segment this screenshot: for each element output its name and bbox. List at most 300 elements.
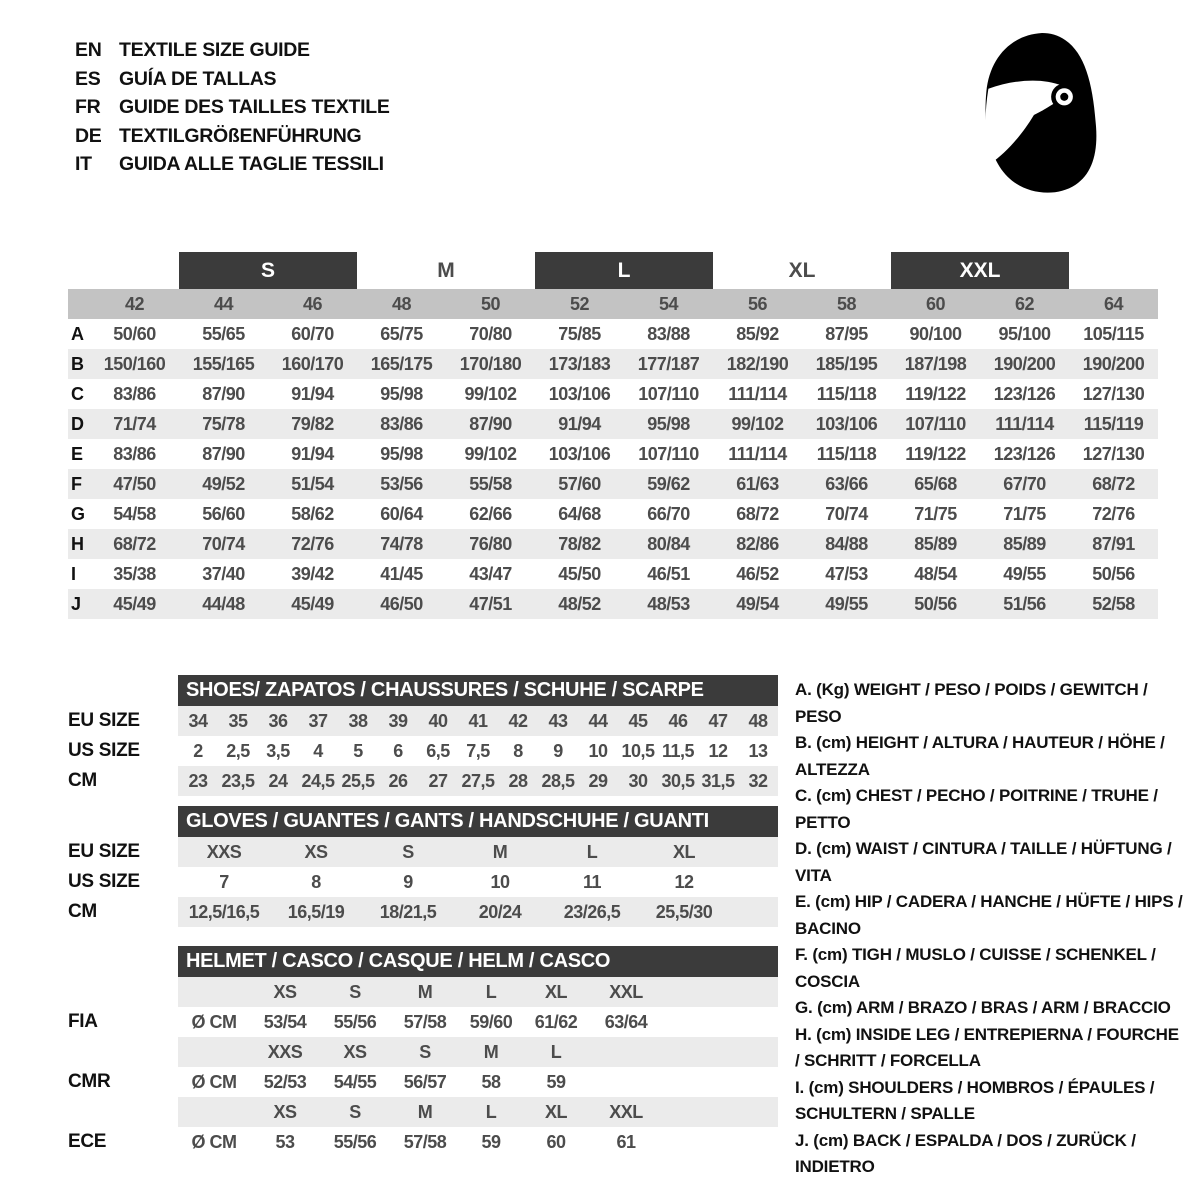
measurement-value: 105/115: [1083, 323, 1144, 344]
measurement-value: 95/100: [998, 323, 1051, 344]
measurement-value: 37/40: [202, 563, 245, 584]
size-value: 10: [490, 871, 510, 892]
numeric-size: 62: [1014, 293, 1035, 314]
language-row: [75, 150, 390, 179]
size-value: 2: [193, 740, 203, 761]
measurement-value: 165/175: [370, 353, 433, 374]
measurement-value: 60/70: [291, 323, 334, 344]
legend-item: F. (cm) TIGH / MUSLO / CUISSE / SCHENKEL / COSCIA: [795, 945, 1156, 991]
measurement-value: 91/94: [558, 413, 601, 434]
measurement-value: 87/95: [825, 323, 868, 344]
helmet-size-label: XS: [273, 981, 297, 1002]
measurement-row: [68, 469, 1158, 499]
numeric-size-row: [68, 289, 1158, 319]
helmet-size-value: 59: [546, 1071, 566, 1092]
diameter-unit: Ø CM: [191, 1131, 237, 1152]
measurement-value: 47/53: [825, 563, 868, 584]
size-value: 43: [548, 710, 568, 731]
measurement-value: 83/86: [380, 413, 423, 434]
size-value: 46: [668, 710, 688, 731]
size-value: M: [492, 841, 508, 862]
language-row: [75, 93, 390, 122]
size-value: 13: [748, 740, 768, 761]
numeric-size: 46: [302, 293, 323, 314]
language-row: [75, 122, 390, 151]
measurement-value: 190/200: [1082, 353, 1145, 374]
size-value: 27,5: [461, 770, 495, 791]
gloves-row: [68, 867, 778, 897]
size-value: 34: [188, 710, 208, 731]
language-title: GUÍA DE TALLAS: [119, 67, 277, 90]
measurement-value: 41/45: [380, 563, 423, 584]
numeric-size: 42: [124, 293, 145, 314]
helmet-size-label: XS: [273, 1101, 297, 1122]
measurement-value: 177/187: [637, 353, 700, 374]
helmet-size-label: M: [483, 1041, 499, 1062]
shoes-title-row: [68, 675, 778, 706]
helmet-standard-label: ECE: [68, 1131, 107, 1152]
legend-item: E. (cm) HIP / CADERA / HANCHE / HÜFTE / HIPS / BACINO: [795, 892, 1183, 938]
measurement-row: [68, 379, 1158, 409]
label-empty: [68, 1037, 178, 1067]
measurement-value: 99/102: [731, 413, 784, 434]
measurement-value: 115/118: [816, 383, 877, 404]
measurement-row: [68, 319, 1158, 349]
label-spacer: [68, 946, 178, 977]
helmet-size-value: 57/58: [403, 1131, 447, 1152]
measurement-value: 127/130: [1082, 443, 1145, 464]
measurement-value: 49/55: [825, 593, 868, 614]
gloves-title-row: [68, 806, 778, 837]
size-value: L: [586, 841, 598, 862]
label-empty: [68, 1097, 178, 1127]
size-value: 7: [219, 871, 229, 892]
measurement-row-label: B: [71, 353, 84, 374]
helmet-size-label: M: [417, 981, 433, 1002]
helmet-title-row: [68, 946, 778, 977]
measurement-value: 56/60: [202, 503, 245, 524]
measurement-value: 82/86: [736, 533, 779, 554]
numeric-size: 54: [658, 293, 679, 314]
language-code: DE: [75, 124, 102, 147]
size-value: S: [402, 841, 414, 862]
measurement-value: 83/86: [113, 443, 156, 464]
measurement-row: [68, 529, 1158, 559]
gloves-row: [68, 897, 778, 927]
helmet-size-value: 56/57: [403, 1071, 447, 1092]
measurement-value: 87/90: [202, 443, 245, 464]
measurement-value: 87/90: [202, 383, 245, 404]
measurement-value: 83/86: [113, 383, 156, 404]
size-value: 10: [588, 740, 608, 761]
measurement-value: 50/60: [113, 323, 156, 344]
label-spacer: [68, 675, 178, 706]
measurement-value: 50/56: [914, 593, 957, 614]
size-value: 18/21,5: [379, 901, 437, 922]
size-value: 7,5: [466, 740, 490, 761]
measurement-row: [68, 439, 1158, 469]
size-value: 9: [403, 871, 413, 892]
measurement-row-label: E: [71, 443, 84, 464]
size-value: 4: [313, 740, 323, 761]
shoes-row-values: [178, 736, 778, 766]
accessory-tables: [68, 675, 778, 1157]
size-value: 48: [748, 710, 768, 731]
helmet-size-value: 53/54: [263, 1011, 307, 1032]
numeric-size: 50: [480, 293, 501, 314]
helmet-size-label: L: [485, 1101, 497, 1122]
measurement-value: 91/94: [291, 383, 334, 404]
size-value: XL: [672, 841, 695, 862]
measurement-value: 99/102: [464, 443, 517, 464]
helmet-value-row: [68, 1127, 778, 1157]
measurement-row: [68, 589, 1158, 619]
helmet-size-values: [178, 1127, 778, 1157]
helmet-size-label: XL: [544, 1101, 567, 1122]
racing-helmet-icon: [975, 28, 1107, 200]
legend-item: B. (cm) HEIGHT / ALTURA / HAUTEUR / HÖHE / ALTEZZA: [795, 733, 1165, 779]
measurement-legend: [795, 675, 1187, 1181]
measurement-value: 99/102: [464, 383, 517, 404]
measurement-value: 107/110: [905, 413, 966, 434]
numeric-size: 56: [747, 293, 768, 314]
size-value: 23,5: [221, 770, 255, 791]
helmet-size-value: 53: [275, 1131, 295, 1152]
measurement-value: 66/70: [647, 503, 690, 524]
measurement-row: [68, 559, 1158, 589]
gloves-row-values: [178, 867, 778, 897]
measurement-value: 60/64: [380, 503, 423, 524]
helmet-size-label: L: [485, 981, 497, 1002]
shoes-row-label: US SIZE: [68, 740, 140, 761]
measurement-value: 51/56: [1003, 593, 1046, 614]
size-group-s: S: [179, 252, 357, 289]
measurement-value: 70/74: [825, 503, 868, 524]
size-value: 47: [708, 710, 728, 731]
measurement-value: 55/58: [469, 473, 512, 494]
helmet-size-label: XL: [544, 981, 567, 1002]
language-title: TEXTILGRÖßENFÜHRUNG: [119, 124, 362, 147]
measurement-value: 71/75: [1003, 503, 1046, 524]
measurement-value: 47/51: [469, 593, 512, 614]
size-value: 30: [628, 770, 648, 791]
measurement-value: 51/54: [291, 473, 334, 494]
helmet-size-label: XXL: [609, 981, 643, 1002]
diameter-unit: Ø CM: [191, 1071, 237, 1092]
numeric-size: 52: [569, 293, 590, 314]
size-value: 45: [628, 710, 648, 731]
helmet-size-label: M: [417, 1101, 433, 1122]
size-value: 44: [588, 710, 608, 731]
helmet-size-value: 61: [616, 1131, 636, 1152]
measurement-value: 53/56: [380, 473, 423, 494]
size-value: 6: [393, 740, 403, 761]
size-value: 36: [268, 710, 288, 731]
helmet-size-value: 60: [546, 1131, 566, 1152]
measurement-value: 54/58: [113, 503, 156, 524]
size-value: 24: [268, 770, 288, 791]
gloves-title-bar: GLOVES / GUANTES / GANTS / HANDSCHUHE / GUANTI: [178, 806, 778, 837]
measurement-value: 87/90: [469, 413, 512, 434]
measurement-value: 155/165: [192, 353, 255, 374]
measurement-value: 62/66: [469, 503, 512, 524]
helmet-size-value: 55/56: [333, 1011, 377, 1032]
measurement-value: 72/76: [1092, 503, 1135, 524]
size-value: 29: [588, 770, 608, 791]
measurement-value: 111/114: [728, 383, 787, 404]
measurement-value: 75/78: [202, 413, 245, 434]
shoes-section: [68, 675, 778, 796]
size-group-xl: XL: [788, 258, 816, 282]
measurement-value: 68/72: [1092, 473, 1135, 494]
measurement-value: 115/118: [816, 443, 877, 464]
textile-size-table: [68, 252, 1158, 619]
measurement-value: 61/63: [736, 473, 779, 494]
language-code: EN: [75, 39, 102, 61]
size-value: 40: [428, 710, 448, 731]
label-empty: [68, 977, 178, 1007]
helmet-section: [68, 946, 778, 1157]
measurement-value: 173/183: [548, 353, 611, 374]
measurement-value: 71/74: [113, 413, 156, 434]
shoes-title-bar: SHOES/ ZAPATOS / CHAUSSURES / SCHUHE / SCARPE: [178, 675, 778, 706]
measurement-row: [68, 409, 1158, 439]
size-value: 27: [428, 770, 448, 791]
gloves-row-values: [178, 837, 778, 867]
numeric-size: 58: [836, 293, 857, 314]
size-value: 25,5: [341, 770, 375, 791]
language-title: GUIDA ALLE TAGLIE TESSILI: [119, 153, 384, 175]
measurement-value: 50/56: [1092, 563, 1135, 584]
measurement-value: 127/130: [1082, 383, 1145, 404]
size-value: 28,5: [541, 770, 575, 791]
size-value: 11,5: [661, 740, 695, 761]
helmet-title-bar: HELMET / CASCO / CASQUE / HELM / CASCO: [178, 946, 778, 977]
measurement-row-label: H: [71, 533, 84, 554]
measurement-value: 48/54: [914, 563, 957, 584]
size-value: 32: [748, 770, 768, 791]
size-value: 3,5: [266, 740, 290, 761]
measurement-value: 71/75: [914, 503, 957, 524]
measurement-value: 59/62: [647, 473, 690, 494]
measurement-value: 107/110: [638, 443, 699, 464]
measurement-value: 115/119: [1083, 413, 1144, 434]
measurement-value: 52/58: [1092, 593, 1135, 614]
helmet-standard-label: FIA: [68, 1011, 98, 1032]
language-title: TEXTILE SIZE GUIDE: [119, 39, 310, 61]
measurement-value: 64/68: [558, 503, 601, 524]
measurement-value: 72/76: [291, 533, 334, 554]
size-value: XXS: [206, 841, 242, 862]
numeric-size: 60: [925, 293, 946, 314]
measurement-row: [68, 499, 1158, 529]
helmet-size-labels: [178, 1037, 778, 1067]
size-value: 8: [513, 740, 523, 761]
language-code: ES: [75, 67, 101, 90]
measurement-value: 103/106: [815, 413, 878, 434]
helmet-size-label: XS: [343, 1041, 367, 1062]
helmet-value-row: [68, 1007, 778, 1037]
measurement-value: 85/89: [1003, 533, 1046, 554]
shoes-row-label: EU SIZE: [68, 710, 140, 731]
measurement-value: 160/170: [281, 353, 344, 374]
shoes-row-values: [178, 706, 778, 736]
measurement-row: [68, 349, 1158, 379]
helmet-size-value: 54/55: [333, 1071, 377, 1092]
size-value: XS: [304, 841, 328, 862]
measurement-value: 49/55: [1003, 563, 1046, 584]
numeric-size: 44: [213, 293, 234, 314]
measurement-value: 68/72: [736, 503, 779, 524]
measurement-value: 84/88: [825, 533, 868, 554]
legend-item: G. (cm) ARM / BRAZO / BRAS / ARM / BRACCIO: [795, 998, 1171, 1017]
size-value: 11: [582, 871, 602, 892]
size-value: 10,5: [621, 740, 655, 761]
helmet-size-value: 52/53: [263, 1071, 307, 1092]
measurement-value: 48/53: [647, 593, 690, 614]
measurement-value: 75/85: [558, 323, 601, 344]
shoes-row: [68, 766, 778, 796]
size-value: 8: [311, 871, 321, 892]
measurement-value: 119/122: [905, 383, 966, 404]
label-spacer: [68, 806, 178, 837]
legend-item: A. (Kg) WEIGHT / PESO / POIDS / GEWITCH / PESO: [795, 680, 1148, 726]
helmet-size-label: S: [349, 981, 361, 1002]
shoes-row-values: [178, 766, 778, 796]
gloves-row-label: US SIZE: [68, 871, 140, 892]
measurement-value: 76/80: [469, 533, 512, 554]
measurement-value: 170/180: [459, 353, 522, 374]
numeric-size: 64: [1103, 293, 1124, 314]
measurement-value: 91/94: [291, 443, 334, 464]
measurement-value: 95/98: [380, 443, 423, 464]
legend-item: I. (cm) SHOULDERS / HOMBROS / ÉPAULES / SCHULTERN / SPALLE: [795, 1077, 1155, 1123]
gloves-row-label: CM: [68, 901, 97, 922]
language-list: [75, 36, 390, 179]
measurement-value: 47/50: [113, 473, 156, 494]
gloves-row-label: EU SIZE: [68, 841, 140, 862]
measurement-value: 190/200: [993, 353, 1056, 374]
helmet-size-value: 63/64: [604, 1011, 648, 1032]
measurement-value: 57/60: [558, 473, 601, 494]
gloves-row: [68, 837, 778, 867]
measurement-value: 111/114: [995, 413, 1054, 434]
size-value: 23/26,5: [563, 901, 621, 922]
measurement-value: 48/52: [558, 593, 601, 614]
legend-item: D. (cm) WAIST / CINTURA / TAILLE / HÜFTUNG / VITA: [795, 839, 1172, 885]
gloves-section: [68, 806, 778, 927]
measurement-value: 79/82: [291, 413, 334, 434]
language-row: [75, 36, 390, 65]
measurement-value: 39/42: [291, 563, 334, 584]
measurement-row-label: A: [71, 323, 84, 344]
helmet-size-label: L: [550, 1041, 562, 1062]
helmet-size-row: [68, 1097, 778, 1127]
measurement-value: 49/54: [736, 593, 779, 614]
measurement-value: 85/92: [736, 323, 779, 344]
size-value: 41: [468, 710, 488, 731]
measurement-value: 90/100: [909, 323, 962, 344]
measurement-value: 123/126: [993, 383, 1056, 404]
helmet-size-values: [178, 1067, 778, 1097]
measurement-value: 182/190: [726, 353, 789, 374]
size-value: 26: [388, 770, 408, 791]
helmet-size-value: 59: [481, 1131, 501, 1152]
size-value: 24,5: [301, 770, 335, 791]
measurement-value: 103/106: [548, 443, 611, 464]
size-group-xxl: XXL: [891, 252, 1069, 289]
helmet-size-row: [68, 1037, 778, 1067]
measurement-row-label: J: [71, 593, 82, 614]
measurement-value: 107/110: [638, 383, 699, 404]
measurement-value: 49/52: [202, 473, 245, 494]
helmet-size-row: [68, 977, 778, 1007]
shoes-row-label: CM: [68, 770, 97, 791]
measurement-value: 67/70: [1003, 473, 1046, 494]
size-value: 42: [508, 710, 528, 731]
size-value: 12: [674, 871, 694, 892]
measurement-value: 95/98: [647, 413, 690, 434]
measurement-value: 43/47: [469, 563, 512, 584]
helmet-size-label: XXS: [267, 1041, 303, 1062]
measurement-row-label: F: [71, 473, 82, 494]
measurement-value: 119/122: [905, 443, 966, 464]
measurement-value: 85/89: [914, 533, 957, 554]
measurement-value: 58/62: [291, 503, 334, 524]
measurement-value: 83/88: [647, 323, 690, 344]
measurement-value: 185/195: [815, 353, 878, 374]
bottom-area: [68, 675, 1187, 1181]
helmet-size-value: 57/58: [403, 1011, 447, 1032]
size-value: 9: [553, 740, 563, 761]
size-value: 38: [348, 710, 368, 731]
measurement-value: 78/82: [558, 533, 601, 554]
measurement-value: 63/66: [825, 473, 868, 494]
shoes-row: [68, 706, 778, 736]
helmet-size-label: S: [419, 1041, 431, 1062]
measurement-value: 87/91: [1092, 533, 1135, 554]
size-value: 16,5/19: [287, 901, 345, 922]
size-value: 39: [388, 710, 408, 731]
size-value: 30,5: [661, 770, 695, 791]
measurement-value: 70/74: [202, 533, 245, 554]
size-value: 2,5: [226, 740, 250, 761]
measurement-value: 70/80: [469, 323, 512, 344]
measurement-value: 80/84: [647, 533, 690, 554]
size-value: 5: [353, 740, 363, 761]
measurement-row-label: G: [71, 503, 86, 524]
measurement-value: 68/72: [113, 533, 156, 554]
helmet-size-values: [178, 1007, 778, 1037]
helmet-size-label: XXL: [609, 1101, 643, 1122]
size-value: 20/24: [478, 901, 522, 922]
measurement-value: 45/49: [113, 593, 156, 614]
language-row: [75, 65, 390, 94]
size-value: 31,5: [701, 770, 735, 791]
measurement-value: 123/126: [993, 443, 1056, 464]
legend-item: J. (cm) BACK / ESPALDA / DOS / ZURÜCK / INDIETRO: [795, 1130, 1136, 1176]
helmet-size-labels: [178, 977, 778, 1007]
gloves-row-values: [178, 897, 778, 927]
legend-item: H. (cm) INSIDE LEG / ENTREPIERNA / FOURCHE / SCHRITT / FORCELLA: [795, 1024, 1179, 1070]
helmet-size-labels: [178, 1097, 778, 1127]
numeric-size: 48: [391, 293, 412, 314]
measurement-value: 150/160: [103, 353, 166, 374]
size-value: 28: [508, 770, 528, 791]
helmet-size-value: 59/60: [469, 1011, 513, 1032]
size-value: 12: [708, 740, 728, 761]
measurement-value: 46/50: [380, 593, 423, 614]
